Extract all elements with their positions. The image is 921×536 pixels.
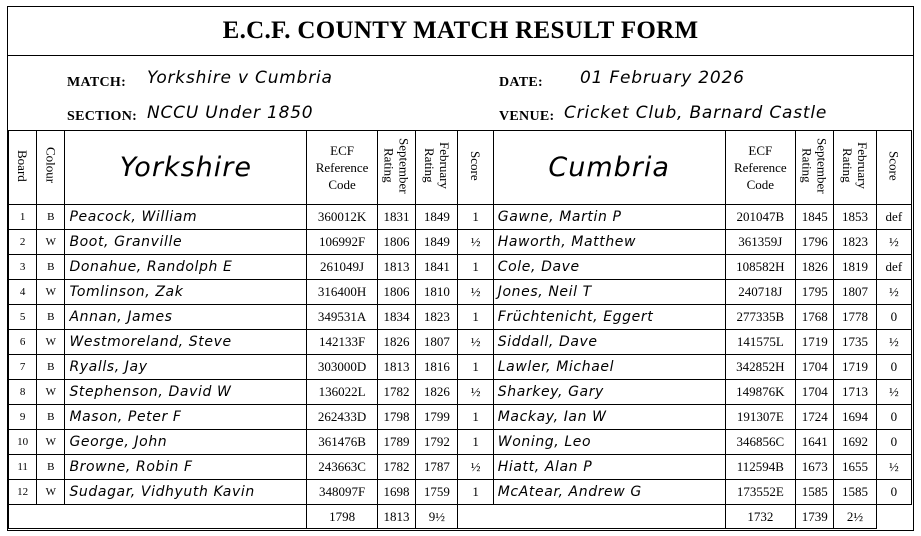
away-ref-header: ECF Reference Code (725, 131, 796, 205)
board-cell: 12 (9, 480, 37, 505)
colour-cell: W (37, 380, 65, 405)
colour-header: Colour (37, 131, 65, 205)
totals-spacer (9, 505, 307, 529)
away-score: 0 (876, 480, 911, 505)
away-player-name: Mackay, Ian W (493, 405, 725, 430)
home-ref-code: 106992F (307, 230, 378, 255)
home-player-name: Donahue, Randolph E (65, 255, 307, 280)
home-sept-header: September Rating (377, 131, 415, 205)
table-row (9, 305, 912, 330)
date-label: DATE: (499, 75, 544, 90)
away-score: 0 (876, 430, 911, 455)
board-cell: 2 (9, 230, 37, 255)
home-sept-rating: 1798 (377, 405, 415, 430)
away-sept-rating: 1641 (796, 430, 834, 455)
away-sept-rating: 1719 (796, 330, 834, 355)
home-feb-rating: 1816 (416, 355, 458, 380)
away-player-name: Woning, Leo (493, 430, 725, 455)
result-form (7, 6, 914, 531)
home-feb-rating: 1810 (416, 280, 458, 305)
away-sept-rating: 1704 (796, 355, 834, 380)
colour-cell: W (37, 230, 65, 255)
home-ref-header: ECF Reference Code (307, 131, 378, 205)
home-player-name: Annan, James (65, 305, 307, 330)
away-score: 0 (876, 405, 911, 430)
away-score-header: Score (876, 131, 911, 205)
table-row (9, 280, 912, 305)
home-team-name: Yorkshire (65, 131, 307, 205)
home-ref-code: 261049J (307, 255, 378, 280)
away-player-name: Jones, Neil T (493, 280, 725, 305)
away-feb-header: February Rating (834, 131, 876, 205)
home-sept-rating: 1813 (377, 255, 415, 280)
away-player-name: Sharkey, Gary (493, 380, 725, 405)
away-ref-code: 149876K (725, 380, 796, 405)
away-ref-code: 277335B (725, 305, 796, 330)
home-player-name: Boot, Granville (65, 230, 307, 255)
table-row (9, 455, 912, 480)
home-sept-rating: 1698 (377, 480, 415, 505)
away-score: 0 (876, 355, 911, 380)
away-score: def (876, 255, 911, 280)
home-player-name: Browne, Robin F (65, 455, 307, 480)
away-player-name: Siddall, Dave (493, 330, 725, 355)
home-player-name: Sudagar, Vidhyuth Kavin (65, 480, 307, 505)
away-ref-code: 191307E (725, 405, 796, 430)
board-cell: 3 (9, 255, 37, 280)
away-sept-header: September Rating (796, 131, 834, 205)
away-total-score: 2½ (834, 505, 876, 529)
home-sept-rating: 1834 (377, 305, 415, 330)
away-sept-average: 1732 (725, 505, 796, 529)
board-cell: 11 (9, 455, 37, 480)
away-feb-rating: 1692 (834, 430, 876, 455)
home-ref-code: 348097F (307, 480, 378, 505)
home-score: ½ (458, 380, 493, 405)
away-score: 0 (876, 305, 911, 330)
home-score: 1 (458, 480, 493, 505)
away-feb-rating: 1778 (834, 305, 876, 330)
home-score-header: Score (458, 131, 493, 205)
home-ref-code: 316400H (307, 280, 378, 305)
away-sept-rating: 1795 (796, 280, 834, 305)
home-score: ½ (458, 230, 493, 255)
board-header: Board (9, 131, 37, 205)
away-score: ½ (876, 455, 911, 480)
home-sept-rating: 1789 (377, 430, 415, 455)
venue-value: Cricket Club, Barnard Castle (564, 103, 828, 123)
away-ref-code: 240718J (725, 280, 796, 305)
totals-row (9, 505, 912, 529)
away-ref-code: 112594B (725, 455, 796, 480)
away-player-name: Cole, Dave (493, 255, 725, 280)
home-feb-header: February Rating (416, 131, 458, 205)
home-player-name: Tomlinson, Zak (65, 280, 307, 305)
home-feb-rating: 1849 (416, 230, 458, 255)
away-feb-rating: 1823 (834, 230, 876, 255)
home-ref-code: 142133F (307, 330, 378, 355)
table-row (9, 430, 912, 455)
results-table (8, 130, 912, 529)
away-sept-rating: 1845 (796, 205, 834, 230)
date-value: 01 February 2026 (580, 68, 745, 88)
away-team-name: Cumbria (493, 131, 725, 205)
colour-cell: W (37, 480, 65, 505)
match-value: Yorkshire v Cumbria (147, 68, 333, 88)
colour-cell: B (37, 205, 65, 230)
home-feb-rating: 1826 (416, 380, 458, 405)
home-feb-rating: 1759 (416, 480, 458, 505)
home-sept-rating: 1826 (377, 330, 415, 355)
home-ref-code: 262433D (307, 405, 378, 430)
home-feb-rating: 1823 (416, 305, 458, 330)
board-cell: 5 (9, 305, 37, 330)
home-sept-average: 1798 (307, 505, 378, 529)
away-feb-rating: 1585 (834, 480, 876, 505)
board-cell: 4 (9, 280, 37, 305)
board-cell: 10 (9, 430, 37, 455)
home-score: ½ (458, 455, 493, 480)
away-feb-rating: 1819 (834, 255, 876, 280)
home-sept-rating: 1831 (377, 205, 415, 230)
home-feb-average: 1813 (377, 505, 415, 529)
home-feb-rating: 1849 (416, 205, 458, 230)
home-ref-code: 136022L (307, 380, 378, 405)
home-total-score: 9½ (416, 505, 458, 529)
away-score: ½ (876, 230, 911, 255)
table-row (9, 405, 912, 430)
home-score: ½ (458, 330, 493, 355)
match-label: MATCH: (67, 75, 127, 90)
away-player-name: Haworth, Matthew (493, 230, 725, 255)
table-row (9, 355, 912, 380)
header-row (9, 131, 912, 205)
away-feb-rating: 1807 (834, 280, 876, 305)
away-ref-code: 361359J (725, 230, 796, 255)
away-feb-rating: 1694 (834, 405, 876, 430)
home-score: ½ (458, 280, 493, 305)
away-feb-rating: 1713 (834, 380, 876, 405)
away-feb-rating: 1719 (834, 355, 876, 380)
home-ref-code: 303000D (307, 355, 378, 380)
table-row (9, 380, 912, 405)
away-feb-rating: 1735 (834, 330, 876, 355)
table-row (9, 230, 912, 255)
away-sept-rating: 1768 (796, 305, 834, 330)
section-value: NCCU Under 1850 (147, 103, 314, 123)
away-player-name: Lawler, Michael (493, 355, 725, 380)
home-ref-code: 243663C (307, 455, 378, 480)
home-player-name: Ryalls, Jay (65, 355, 307, 380)
away-ref-code: 108582H (725, 255, 796, 280)
home-player-name: George, John (65, 430, 307, 455)
away-sept-rating: 1585 (796, 480, 834, 505)
home-score: 1 (458, 430, 493, 455)
table-row (9, 205, 912, 230)
away-ref-code: 201047B (725, 205, 796, 230)
colour-cell: B (37, 255, 65, 280)
board-cell: 8 (9, 380, 37, 405)
away-sept-rating: 1704 (796, 380, 834, 405)
home-feb-rating: 1792 (416, 430, 458, 455)
away-feb-rating: 1655 (834, 455, 876, 480)
section-label: SECTION: (67, 109, 138, 124)
home-sept-rating: 1813 (377, 355, 415, 380)
colour-cell: W (37, 330, 65, 355)
away-sept-rating: 1796 (796, 230, 834, 255)
home-sept-rating: 1806 (377, 230, 415, 255)
away-player-name: Gawne, Martin P (493, 205, 725, 230)
form-title: E.C.F. COUNTY MATCH RESULT FORM (8, 7, 913, 56)
home-score: 1 (458, 355, 493, 380)
colour-cell: B (37, 305, 65, 330)
home-feb-rating: 1841 (416, 255, 458, 280)
away-score: def (876, 205, 911, 230)
table-row (9, 330, 912, 355)
away-feb-rating: 1853 (834, 205, 876, 230)
away-score: ½ (876, 380, 911, 405)
home-player-name: Westmoreland, Steve (65, 330, 307, 355)
away-score: ½ (876, 330, 911, 355)
away-player-name: Hiatt, Alan P (493, 455, 725, 480)
home-ref-code: 361476B (307, 430, 378, 455)
home-score: 1 (458, 405, 493, 430)
away-ref-code: 141575L (725, 330, 796, 355)
away-ref-code: 346856C (725, 430, 796, 455)
away-player-name: McAtear, Andrew G (493, 480, 725, 505)
home-sept-rating: 1806 (377, 280, 415, 305)
away-ref-code: 173552E (725, 480, 796, 505)
table-row (9, 255, 912, 280)
away-sept-rating: 1724 (796, 405, 834, 430)
colour-cell: B (37, 405, 65, 430)
home-feb-rating: 1787 (416, 455, 458, 480)
totals-spacer (458, 505, 725, 529)
away-ref-code: 342852H (725, 355, 796, 380)
board-cell: 7 (9, 355, 37, 380)
home-player-name: Mason, Peter F (65, 405, 307, 430)
board-cell: 1 (9, 205, 37, 230)
table-row (9, 480, 912, 505)
colour-cell: B (37, 355, 65, 380)
home-score: 1 (458, 305, 493, 330)
home-ref-code: 349531A (307, 305, 378, 330)
away-player-name: Früchtenicht, Eggert (493, 305, 725, 330)
home-feb-rating: 1799 (416, 405, 458, 430)
colour-cell: W (37, 430, 65, 455)
board-cell: 9 (9, 405, 37, 430)
home-player-name: Stephenson, David W (65, 380, 307, 405)
away-score: ½ (876, 280, 911, 305)
venue-label: VENUE: (499, 109, 555, 124)
away-sept-rating: 1826 (796, 255, 834, 280)
board-cell: 6 (9, 330, 37, 355)
home-score: 1 (458, 255, 493, 280)
away-feb-average: 1739 (796, 505, 834, 529)
home-sept-rating: 1782 (377, 455, 415, 480)
home-feb-rating: 1807 (416, 330, 458, 355)
colour-cell: W (37, 280, 65, 305)
colour-cell: B (37, 455, 65, 480)
home-player-name: Peacock, William (65, 205, 307, 230)
home-ref-code: 360012K (307, 205, 378, 230)
home-score: 1 (458, 205, 493, 230)
away-sept-rating: 1673 (796, 455, 834, 480)
home-sept-rating: 1782 (377, 380, 415, 405)
